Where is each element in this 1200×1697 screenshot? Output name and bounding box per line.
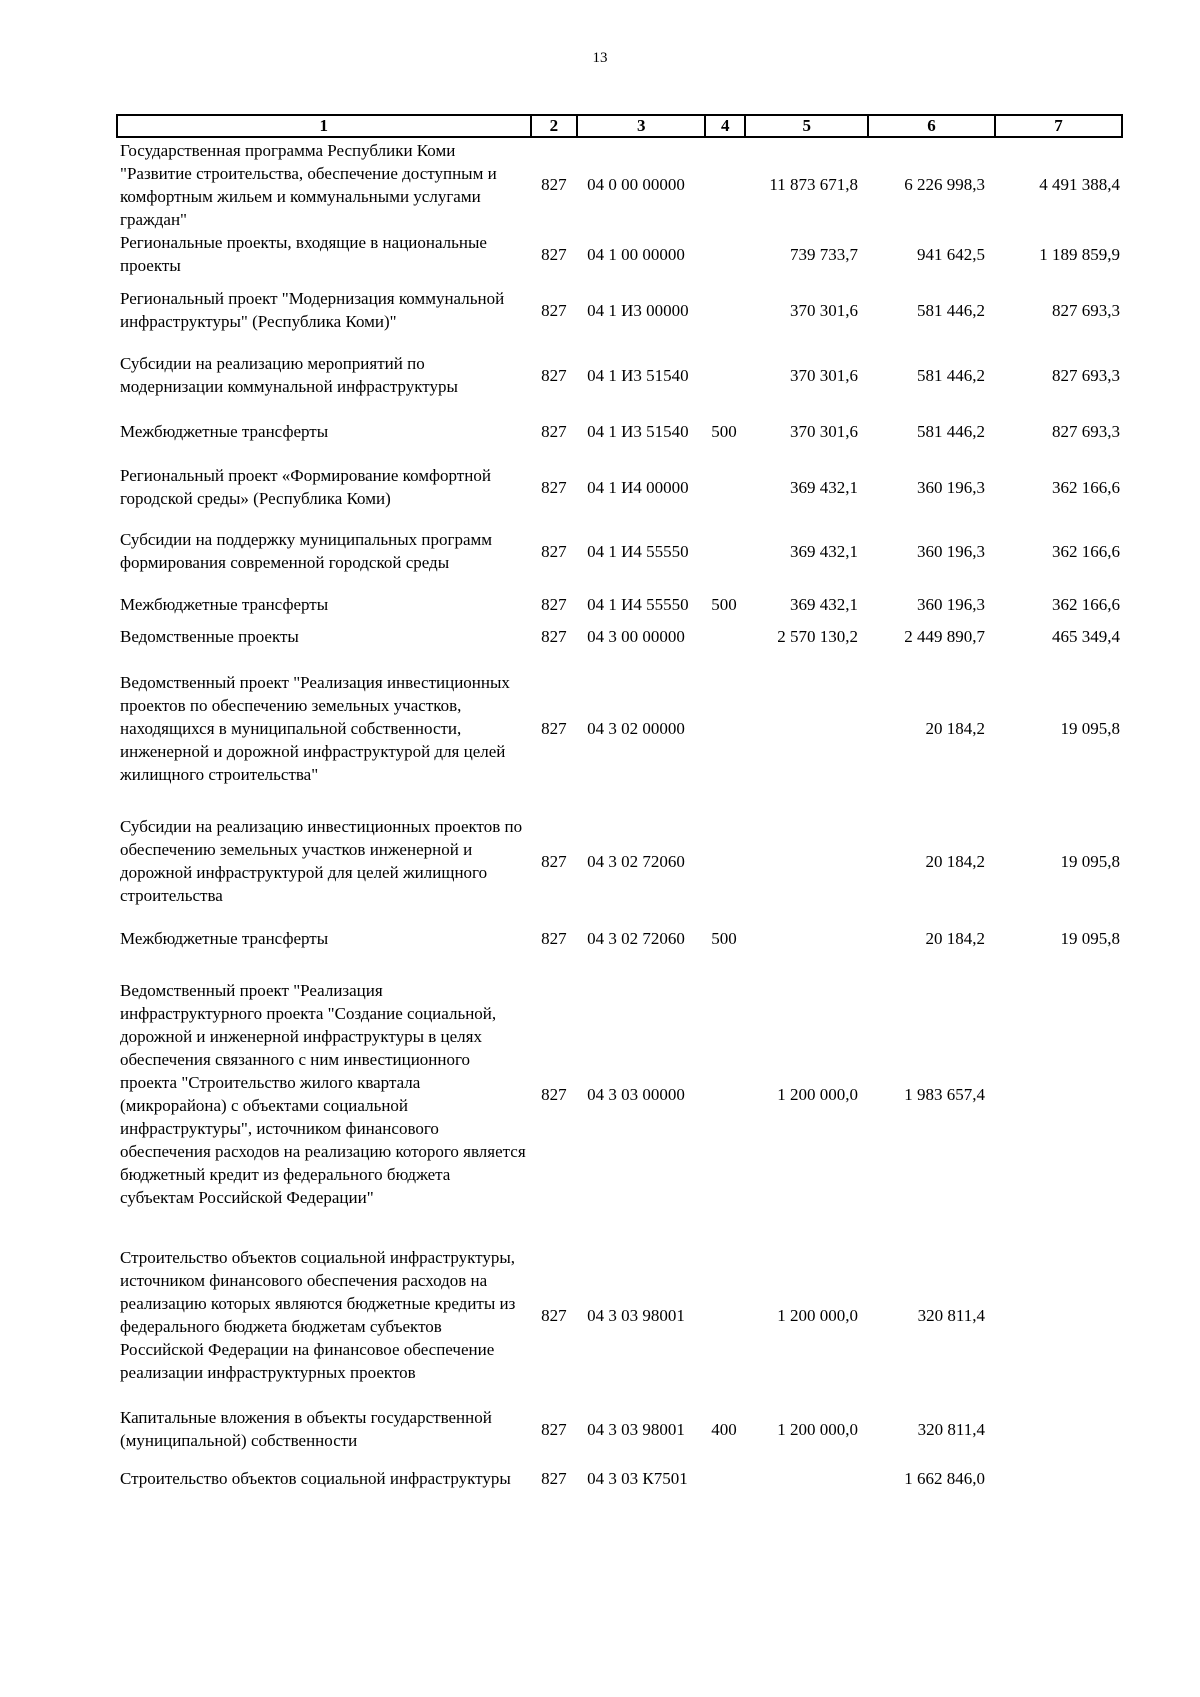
row-expense-type (705, 277, 745, 343)
row-value-col5 (745, 1454, 868, 1502)
row-ministry-code: 827 (541, 594, 567, 614)
row-value-col6: 941 642,5 (916, 244, 985, 264)
row-ministry-code: 827 (541, 1468, 567, 1488)
row-value-col6: 20 184,2 (925, 851, 985, 871)
row-target-code: 04 3 00 00000 (587, 627, 685, 646)
row-target-code: 04 1 И3 51540 (587, 365, 689, 385)
page-number: 13 (592, 50, 608, 66)
row-name: Ведомственный проект "Реализация инвестиционных проектов по обеспечению земельных участков, находящихся в муниципальной собственности, инженерной и дорожной инфраструктурой для целей жилищного строительства" (120, 672, 510, 784)
row-ministry-code: 827 (541, 1305, 567, 1325)
row-ministry-code: 827 (541, 627, 567, 646)
table-row (117, 1226, 1122, 1404)
row-expense-type: 500 (711, 421, 737, 441)
row-ministry-code: 827 (541, 851, 567, 871)
table-row (117, 625, 1122, 648)
row-name: Строительство объектов социальной инфраструктуры (120, 1468, 511, 1488)
row-expense-type (705, 231, 745, 277)
row-name: Региональный проект «Формирование комфортной городской среды» (Республика Коми) (120, 466, 491, 508)
table-row (117, 914, 1122, 962)
row-name: Ведомственные проекты (120, 627, 299, 646)
table-row (117, 455, 1122, 519)
row-ministry-code: 827 (541, 1084, 567, 1104)
row-value-col5 (745, 914, 868, 962)
row-target-code: 04 1 И4 00000 (587, 477, 689, 497)
row-value-col5 (745, 808, 868, 914)
row-value-col5 (745, 648, 868, 808)
row-ministry-code: 827 (541, 1419, 567, 1439)
row-ministry-code: 827 (541, 928, 567, 948)
row-ministry-code: 827 (541, 365, 567, 385)
row-value-col5: 369 432,1 (790, 541, 858, 561)
row-value-col5: 370 301,6 (790, 365, 858, 385)
row-value-col6: 581 446,2 (916, 421, 985, 441)
row-target-code: 04 3 03 98001 (587, 1305, 685, 1325)
table-row (117, 962, 1122, 1226)
row-value-col7: 362 166,6 (1052, 477, 1120, 497)
row-target-code: 04 3 03 98001 (587, 1419, 685, 1439)
row-value-col7: 19 095,8 (1060, 928, 1120, 948)
row-value-col5: 1 200 000,0 (777, 1305, 858, 1325)
row-expense-type: 400 (711, 1419, 737, 1439)
row-value-col5: 370 301,6 (790, 300, 858, 320)
row-ministry-code: 827 (541, 541, 567, 561)
row-value-col5: 370 301,6 (790, 421, 858, 441)
row-target-code: 04 3 02 00000 (587, 718, 685, 738)
row-value-col7: 1 189 859,9 (1039, 244, 1120, 264)
row-name: Межбюджетные трансферты (120, 928, 329, 948)
row-name: Межбюджетные трансферты (120, 421, 329, 441)
row-ministry-code: 827 (541, 300, 567, 320)
row-value-col5: 369 432,1 (790, 477, 858, 497)
row-value-col6: 360 196,3 (916, 477, 985, 497)
row-ministry-code: 827 (541, 477, 567, 497)
row-name: Субсидии на реализацию мероприятий по модернизации коммунальной инфраструктуры (120, 354, 458, 396)
row-value-col7: 362 166,6 (1052, 541, 1120, 561)
header-col-5: 5 (745, 115, 868, 137)
row-name: Субсидии на реализацию инвестиционных проектов по обеспечению земельных участков инженерной и дорожной инфраструктурой для целей жилищного строительства (120, 817, 523, 905)
table-row (117, 808, 1122, 914)
row-value-col7: 19 095,8 (1060, 718, 1120, 738)
row-target-code: 04 3 02 72060 (587, 851, 685, 871)
row-value-col5: 1 200 000,0 (777, 1084, 858, 1104)
row-target-code: 04 1 И3 51540 (587, 421, 689, 441)
row-target-code: 04 1 00 00000 (587, 244, 685, 264)
row-value-col7 (995, 1404, 1122, 1454)
row-target-code: 04 3 03 00000 (587, 1084, 685, 1104)
row-value-col7 (995, 962, 1122, 1226)
row-ministry-code: 827 (541, 244, 567, 264)
row-value-col7: 465 349,4 (1052, 627, 1120, 646)
table-row (117, 343, 1122, 407)
row-value-col7 (995, 1454, 1122, 1502)
budget-table (116, 114, 1123, 1502)
header-col-6: 6 (868, 115, 995, 137)
row-name: Межбюджетные трансферты (120, 594, 329, 614)
row-name: Строительство объектов социальной инфраструктуры, источником финансового обеспечения расходов на реализацию которых являются бюджетные кредиты из федерального бюджета бюджетам субъектов Российской Федерации на финансовое обеспечение реализации инфраструктурных проектов (120, 1248, 516, 1382)
row-expense-type: 500 (711, 928, 737, 948)
row-value-col5: 2 570 130,2 (777, 627, 858, 646)
header-col-7: 7 (995, 115, 1122, 137)
table-row (117, 583, 1122, 625)
row-value-col6: 2 449 890,7 (904, 627, 985, 646)
header-col-1: 1 (117, 115, 531, 137)
row-value-col6: 320 811,4 (917, 1305, 985, 1325)
header-col-2: 2 (531, 115, 578, 137)
row-value-col5: 11 873 671,8 (769, 175, 858, 194)
row-expense-type (705, 519, 745, 583)
row-value-col5: 739 733,7 (790, 244, 858, 264)
row-value-col7 (995, 1226, 1122, 1404)
row-value-col7: 827 693,3 (1052, 365, 1120, 385)
row-value-col5: 1 200 000,0 (777, 1419, 858, 1439)
row-value-col6: 581 446,2 (916, 300, 985, 320)
table-row (117, 648, 1122, 808)
row-expense-type (705, 455, 745, 519)
row-value-col6: 1 983 657,4 (904, 1084, 985, 1104)
header-row (117, 115, 1122, 137)
row-value-col6: 581 446,2 (916, 365, 985, 385)
row-value-col7: 362 166,6 (1052, 594, 1120, 614)
row-target-code: 04 1 И3 00000 (587, 300, 689, 320)
row-expense-type (705, 137, 745, 231)
row-value-col7: 827 693,3 (1052, 300, 1120, 320)
row-name: Региональный проект "Модернизация коммунальной инфраструктуры" (Республика Коми)" (120, 289, 505, 331)
row-expense-type (705, 648, 745, 808)
row-value-col7: 19 095,8 (1060, 851, 1120, 871)
row-expense-type (705, 1454, 745, 1502)
row-value-col6: 320 811,4 (917, 1419, 985, 1439)
row-expense-type (705, 962, 745, 1226)
row-value-col6: 6 226 998,3 (904, 175, 985, 194)
table-row (117, 277, 1122, 343)
row-name: Субсидии на поддержку муниципальных программ формирования современной городской среды (120, 530, 493, 572)
header-col-4: 4 (705, 115, 745, 137)
row-name: Ведомственный проект "Реализация инфраструктурного проекта "Создание социальной, дорожной и инженерной инфраструктуры в целях обеспечения связанного с ним инвестиционного проекта "Строительство жилого квартала (микрорайона) с объектами социальной инфраструктуры", источником финансового обеспечения расходов на реализацию которого является бюджетный кредит из федерального бюджета субъектам Российской Федерации" (120, 981, 526, 1207)
table-row (117, 519, 1122, 583)
row-name: Региональные проекты, входящие в национальные проекты (120, 233, 487, 275)
row-target-code: 04 1 И4 55550 (587, 541, 689, 561)
row-ministry-code: 827 (541, 718, 567, 738)
row-value-col6: 20 184,2 (925, 718, 985, 738)
row-name: Государственная программа Республики Коми "Развитие строительства, обеспечение доступным и комфортным жильем и коммунальными услугами граждан" (120, 140, 497, 229)
row-name: Капитальные вложения в объекты государственной (муниципальной) собственности (120, 1408, 492, 1450)
table-row (117, 137, 1122, 231)
row-expense-type: 500 (711, 594, 737, 614)
row-target-code: 04 1 И4 55550 (587, 594, 689, 614)
row-value-col6: 1 662 846,0 (904, 1468, 985, 1488)
row-ministry-code: 827 (541, 421, 567, 441)
row-expense-type (705, 1226, 745, 1404)
row-target-code: 04 3 02 72060 (587, 928, 685, 948)
row-expense-type (705, 808, 745, 914)
row-target-code: 04 3 03 К7501 (587, 1468, 688, 1488)
row-value-col7: 827 693,3 (1052, 421, 1120, 441)
table-row (117, 1454, 1122, 1502)
table-row (117, 231, 1122, 277)
table-row (117, 407, 1122, 455)
row-value-col5: 369 432,1 (790, 594, 858, 614)
table-row (117, 1404, 1122, 1454)
row-value-col6: 20 184,2 (925, 928, 985, 948)
row-expense-type (705, 343, 745, 407)
row-value-col6: 360 196,3 (916, 541, 985, 561)
row-value-col7: 4 491 388,4 (1039, 175, 1120, 194)
header-col-3: 3 (577, 115, 705, 137)
row-ministry-code: 827 (541, 175, 567, 194)
row-target-code: 04 0 00 00000 (587, 175, 685, 194)
row-expense-type (705, 625, 745, 648)
row-value-col6: 360 196,3 (916, 594, 985, 614)
